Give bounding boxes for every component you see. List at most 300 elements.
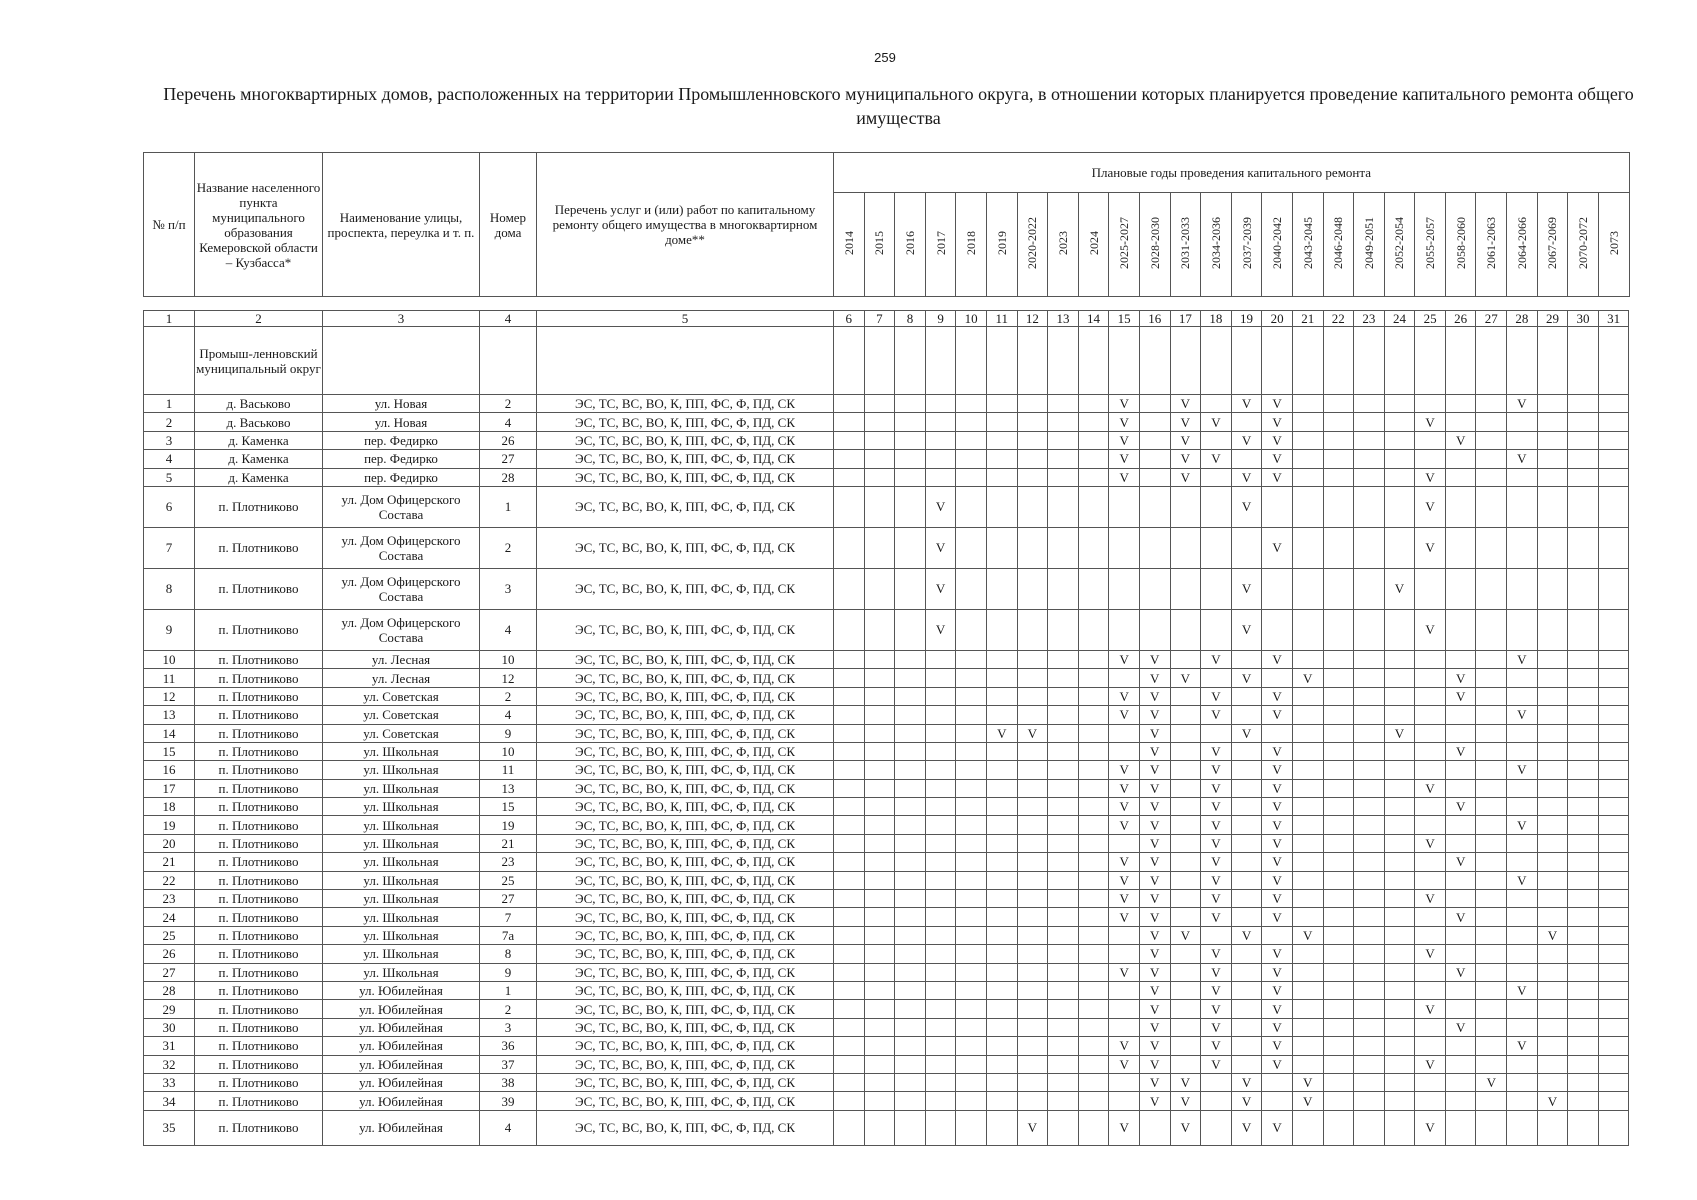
- settlement-name: п. Плотниково: [195, 687, 323, 705]
- year-cell: [864, 834, 895, 852]
- settlement-name: п. Плотниково: [195, 816, 323, 834]
- year-cell: [1568, 890, 1599, 908]
- year-cell: [1292, 468, 1323, 486]
- year-cell: [1568, 926, 1599, 944]
- year-cell: [1109, 609, 1140, 650]
- settlement-name: п. Плотниково: [195, 669, 323, 687]
- column-number: 4: [480, 311, 537, 327]
- repair-mark: V: [1139, 1073, 1170, 1091]
- year-cell: [834, 395, 865, 413]
- repair-mark: V: [1201, 450, 1232, 468]
- year-cell: [1354, 687, 1385, 705]
- year-cell: [864, 1092, 895, 1110]
- settlement-name: п. Плотниково: [195, 761, 323, 779]
- year-cell: [1292, 724, 1323, 742]
- year-cell: [1568, 761, 1599, 779]
- header-year: 2017: [925, 193, 956, 297]
- repair-mark: V: [1231, 468, 1262, 486]
- row-number: 6: [144, 486, 195, 527]
- year-cell: [1048, 450, 1079, 468]
- year-cell: [986, 669, 1017, 687]
- year-cell: [1598, 706, 1629, 724]
- table-row: [144, 816, 1629, 834]
- repair-mark: V: [1262, 413, 1293, 431]
- year-cell: [834, 926, 865, 944]
- empty-cell: [1323, 327, 1354, 395]
- year-cell: [864, 450, 895, 468]
- empty-cell: [1292, 327, 1323, 395]
- year-cell: [1537, 395, 1568, 413]
- repair-mark: V: [1109, 798, 1140, 816]
- repair-mark: V: [1231, 1092, 1262, 1110]
- repair-mark: V: [1262, 395, 1293, 413]
- year-cell: [1078, 395, 1109, 413]
- street-name: ул. Лесная: [323, 650, 480, 668]
- year-cell: [864, 981, 895, 999]
- settlement-name: п. Плотниково: [195, 568, 323, 609]
- year-cell: [1476, 871, 1507, 889]
- year-cell: [1017, 816, 1048, 834]
- year-cell: [834, 1092, 865, 1110]
- year-cell: [1262, 568, 1293, 609]
- column-number: 1: [144, 311, 195, 327]
- year-cell: [1507, 609, 1538, 650]
- year-cell: [1476, 395, 1507, 413]
- year-cell: [1476, 1110, 1507, 1145]
- row-number: 1: [144, 395, 195, 413]
- year-cell: [1537, 706, 1568, 724]
- repair-mark: V: [1170, 1110, 1201, 1145]
- empty-cell: [1445, 327, 1476, 395]
- year-cell: [1017, 890, 1048, 908]
- header-year: 2067-2069: [1537, 193, 1568, 297]
- year-cell: [1507, 1073, 1538, 1091]
- year-cell: [1292, 650, 1323, 668]
- year-cell: [895, 1018, 926, 1036]
- year-cell: [1384, 609, 1415, 650]
- column-number: 30: [1568, 311, 1599, 327]
- settlement-name: п. Плотниково: [195, 486, 323, 527]
- year-cell: [1109, 981, 1140, 999]
- year-cell: [1445, 761, 1476, 779]
- services-list: ЭС, ТС, ВС, ВО, К, ПП, ФС, Ф, ПД, СК: [537, 926, 834, 944]
- year-cell: [956, 1000, 987, 1018]
- repair-mark: V: [1109, 431, 1140, 449]
- year-cell: [1292, 450, 1323, 468]
- year-cell: [1231, 706, 1262, 724]
- year-cell: [1078, 450, 1109, 468]
- year-cell: [956, 450, 987, 468]
- year-cell: [1262, 1092, 1293, 1110]
- year-cell: [956, 1092, 987, 1110]
- year-cell: [1354, 1018, 1385, 1036]
- year-cell: [925, 724, 956, 742]
- repair-mark: V: [1139, 1092, 1170, 1110]
- services-list: ЭС, ТС, ВС, ВО, К, ПП, ФС, Ф, ПД, СК: [537, 395, 834, 413]
- year-cell: [1568, 798, 1599, 816]
- year-cell: [1537, 798, 1568, 816]
- year-cell: [956, 761, 987, 779]
- year-cell: [1354, 779, 1385, 797]
- column-number: 16: [1139, 311, 1170, 327]
- year-cell: [864, 890, 895, 908]
- table-row: [144, 486, 1629, 527]
- year-cell: [864, 468, 895, 486]
- year-cell: [1568, 742, 1599, 760]
- street-name: ул. Юбилейная: [323, 1073, 480, 1091]
- services-list: ЭС, ТС, ВС, ВО, К, ПП, ФС, Ф, ПД, СК: [537, 761, 834, 779]
- year-cell: [1598, 609, 1629, 650]
- year-cell: [925, 853, 956, 871]
- year-cell: [1139, 609, 1170, 650]
- year-cell: [1109, 834, 1140, 852]
- year-cell: [1507, 945, 1538, 963]
- repair-mark: V: [1262, 908, 1293, 926]
- year-cell: [864, 669, 895, 687]
- repair-mark: V: [1201, 779, 1232, 797]
- year-cell: [1017, 779, 1048, 797]
- year-cell: [986, 1073, 1017, 1091]
- year-cell: [1445, 650, 1476, 668]
- year-cell: [864, 908, 895, 926]
- table-row: [144, 945, 1629, 963]
- empty-cell: [1262, 327, 1293, 395]
- year-cell: [895, 1092, 926, 1110]
- header-year: 2031-2033: [1170, 193, 1201, 297]
- year-cell: [1384, 413, 1415, 431]
- year-cell: [1415, 395, 1446, 413]
- repair-mark: V: [1231, 1073, 1262, 1091]
- settlement-name: д. Каменка: [195, 468, 323, 486]
- table-row: [144, 834, 1629, 852]
- year-cell: [1537, 816, 1568, 834]
- year-cell: [1445, 527, 1476, 568]
- year-cell: [1537, 527, 1568, 568]
- services-list: ЭС, ТС, ВС, ВО, К, ПП, ФС, Ф, ПД, СК: [537, 431, 834, 449]
- year-cell: [1139, 486, 1170, 527]
- year-cell: [834, 468, 865, 486]
- year-cell: [1476, 834, 1507, 852]
- services-list: ЭС, ТС, ВС, ВО, К, ПП, ФС, Ф, ПД, СК: [537, 1037, 834, 1055]
- year-cell: [1476, 1055, 1507, 1073]
- year-cell: [1598, 568, 1629, 609]
- year-cell: [1354, 1000, 1385, 1018]
- street-name: пер. Федирко: [323, 431, 480, 449]
- table-row: [144, 1000, 1629, 1018]
- year-cell: [1292, 871, 1323, 889]
- header-year: 2049-2051: [1354, 193, 1385, 297]
- repair-mark: V: [1445, 908, 1476, 926]
- repair-mark: V: [1201, 871, 1232, 889]
- repair-mark: V: [1231, 486, 1262, 527]
- year-cell: [1231, 761, 1262, 779]
- year-cell: [956, 1055, 987, 1073]
- street-name: ул. Юбилейная: [323, 1092, 480, 1110]
- year-cell: [1476, 468, 1507, 486]
- year-cell: [1354, 890, 1385, 908]
- year-cell: [834, 431, 865, 449]
- year-cell: [834, 1037, 865, 1055]
- repair-mark: V: [1139, 908, 1170, 926]
- year-cell: [1017, 413, 1048, 431]
- table-row: [144, 1092, 1629, 1110]
- year-cell: [1568, 963, 1599, 981]
- year-cell: [925, 963, 956, 981]
- year-cell: [1201, 395, 1232, 413]
- year-cell: [1354, 1073, 1385, 1091]
- year-cell: [1048, 669, 1079, 687]
- services-list: ЭС, ТС, ВС, ВО, К, ПП, ФС, Ф, ПД, СК: [537, 908, 834, 926]
- year-cell: [1384, 926, 1415, 944]
- year-cell: [1568, 981, 1599, 999]
- repair-mark: V: [1201, 1018, 1232, 1036]
- repair-mark: V: [1262, 1000, 1293, 1018]
- year-cell: [1354, 450, 1385, 468]
- year-cell: [1415, 724, 1446, 742]
- table-row: [144, 1037, 1629, 1055]
- year-cell: [1017, 650, 1048, 668]
- year-cell: [1415, 1092, 1446, 1110]
- repair-mark: V: [1415, 945, 1446, 963]
- year-cell: [1445, 1073, 1476, 1091]
- year-cell: [1568, 706, 1599, 724]
- year-cell: [1537, 945, 1568, 963]
- year-cell: [864, 1055, 895, 1073]
- repair-mark: V: [1109, 963, 1140, 981]
- year-cell: [925, 816, 956, 834]
- year-cell: [1598, 963, 1629, 981]
- year-cell: [1568, 1092, 1599, 1110]
- year-cell: [1017, 669, 1048, 687]
- empty-cell: [1354, 327, 1385, 395]
- year-cell: [1262, 724, 1293, 742]
- year-cell: [1507, 890, 1538, 908]
- year-cell: [1537, 486, 1568, 527]
- year-cell: [895, 724, 926, 742]
- empty-cell: [834, 327, 865, 395]
- empty-cell: [1201, 327, 1232, 395]
- year-cell: [925, 890, 956, 908]
- house-number: 27: [480, 890, 537, 908]
- year-cell: [864, 761, 895, 779]
- repair-mark: V: [1109, 853, 1140, 871]
- year-cell: [1384, 650, 1415, 668]
- year-cell: [834, 1000, 865, 1018]
- row-number: 8: [144, 568, 195, 609]
- year-cell: [1170, 945, 1201, 963]
- repair-mark: V: [1139, 963, 1170, 981]
- table-row: [144, 798, 1629, 816]
- street-name: ул. Советская: [323, 687, 480, 705]
- year-cell: [1017, 450, 1048, 468]
- repair-mark: V: [1201, 742, 1232, 760]
- year-cell: [864, 1037, 895, 1055]
- settlement-name: п. Плотниково: [195, 834, 323, 852]
- empty-cell: [1537, 327, 1568, 395]
- year-cell: [1231, 687, 1262, 705]
- year-cell: [1170, 706, 1201, 724]
- settlement-name: п. Плотниково: [195, 779, 323, 797]
- street-name: ул. Школьная: [323, 761, 480, 779]
- services-list: ЭС, ТС, ВС, ВО, К, ПП, ФС, Ф, ПД, СК: [537, 871, 834, 889]
- repair-mark: V: [1262, 450, 1293, 468]
- year-cell: [925, 431, 956, 449]
- year-cell: [1139, 431, 1170, 449]
- year-cell: [864, 650, 895, 668]
- row-number: 17: [144, 779, 195, 797]
- year-cell: [1507, 1110, 1538, 1145]
- year-cell: [1231, 779, 1262, 797]
- year-cell: [864, 926, 895, 944]
- services-list: ЭС, ТС, ВС, ВО, К, ПП, ФС, Ф, ПД, СК: [537, 945, 834, 963]
- row-number: 15: [144, 742, 195, 760]
- repair-mark: V: [1262, 853, 1293, 871]
- year-cell: [956, 853, 987, 871]
- header-year: 2028-2030: [1139, 193, 1170, 297]
- repair-mark: V: [1109, 816, 1140, 834]
- street-name: ул. Новая: [323, 413, 480, 431]
- year-cell: [1354, 871, 1385, 889]
- empty-cell: [1598, 327, 1629, 395]
- district-num-cell: [144, 327, 195, 395]
- repair-mark: V: [1231, 1110, 1262, 1145]
- year-cell: [1537, 431, 1568, 449]
- empty-cell: [1507, 327, 1538, 395]
- year-cell: [956, 527, 987, 568]
- repair-mark: V: [1139, 816, 1170, 834]
- year-cell: [1078, 568, 1109, 609]
- year-cell: [1384, 687, 1415, 705]
- year-cell: [1078, 1037, 1109, 1055]
- house-number: 13: [480, 779, 537, 797]
- year-cell: [834, 687, 865, 705]
- year-cell: [1170, 981, 1201, 999]
- year-cell: [1017, 1092, 1048, 1110]
- street-name: ул. Советская: [323, 706, 480, 724]
- year-cell: [1170, 1000, 1201, 1018]
- repair-mark: V: [1262, 527, 1293, 568]
- year-cell: [1323, 816, 1354, 834]
- year-cell: [895, 742, 926, 760]
- repair-mark: V: [1139, 687, 1170, 705]
- year-cell: [956, 779, 987, 797]
- year-cell: [1598, 527, 1629, 568]
- empty-cell: [1476, 327, 1507, 395]
- year-cell: [1415, 669, 1446, 687]
- year-cell: [834, 609, 865, 650]
- year-cell: [1598, 468, 1629, 486]
- house-number: 27: [480, 450, 537, 468]
- year-cell: [1476, 724, 1507, 742]
- year-cell: [1017, 945, 1048, 963]
- repair-mark: V: [1201, 945, 1232, 963]
- year-cell: [956, 468, 987, 486]
- services-list: ЭС, ТС, ВС, ВО, К, ПП, ФС, Ф, ПД, СК: [537, 853, 834, 871]
- year-cell: [1292, 1018, 1323, 1036]
- year-cell: [1170, 963, 1201, 981]
- house-number: 26: [480, 431, 537, 449]
- column-number: 2: [195, 311, 323, 327]
- year-cell: [986, 926, 1017, 944]
- table-row: [144, 527, 1629, 568]
- row-number: 12: [144, 687, 195, 705]
- year-cell: [1537, 981, 1568, 999]
- house-number: 7а: [480, 926, 537, 944]
- year-cell: [1415, 687, 1446, 705]
- year-cell: [1384, 486, 1415, 527]
- year-cell: [1048, 1055, 1079, 1073]
- year-cell: [1078, 468, 1109, 486]
- year-cell: [834, 486, 865, 527]
- year-cell: [925, 981, 956, 999]
- year-cell: [1445, 724, 1476, 742]
- year-cell: [1568, 609, 1599, 650]
- year-cell: [1017, 963, 1048, 981]
- year-cell: [1078, 981, 1109, 999]
- year-cell: [1017, 853, 1048, 871]
- repair-mark: V: [1292, 1073, 1323, 1091]
- repair-mark: V: [1139, 1037, 1170, 1055]
- year-cell: [1476, 890, 1507, 908]
- year-cell: [1078, 890, 1109, 908]
- column-numbers-row: [144, 311, 1629, 327]
- year-cell: [864, 1000, 895, 1018]
- year-cell: [1078, 1073, 1109, 1091]
- year-cell: [1598, 761, 1629, 779]
- settlement-name: п. Плотниково: [195, 981, 323, 999]
- year-cell: [834, 1018, 865, 1036]
- year-cell: [864, 779, 895, 797]
- street-name: ул. Школьная: [323, 853, 480, 871]
- row-number: 20: [144, 834, 195, 852]
- column-number: 27: [1476, 311, 1507, 327]
- house-number: 4: [480, 706, 537, 724]
- repair-mark: V: [1109, 450, 1140, 468]
- year-cell: [895, 650, 926, 668]
- year-cell: [1476, 413, 1507, 431]
- year-cell: [1323, 1000, 1354, 1018]
- year-cell: [1445, 706, 1476, 724]
- services-list: ЭС, ТС, ВС, ВО, К, ПП, ФС, Ф, ПД, СК: [537, 609, 834, 650]
- settlement-name: п. Плотниково: [195, 945, 323, 963]
- year-cell: [864, 724, 895, 742]
- header-services: Перечень услуг и (или) работ по капитальному ремонту общего имущества в многоквартирном доме**: [537, 153, 834, 297]
- services-list: ЭС, ТС, ВС, ВО, К, ПП, ФС, Ф, ПД, СК: [537, 1000, 834, 1018]
- year-cell: [1048, 687, 1079, 705]
- year-cell: [1415, 650, 1446, 668]
- repair-mark: V: [1445, 1018, 1476, 1036]
- year-cell: [986, 568, 1017, 609]
- year-cell: [864, 413, 895, 431]
- year-cell: [1078, 1000, 1109, 1018]
- year-cell: [1139, 468, 1170, 486]
- settlement-name: д. Каменка: [195, 450, 323, 468]
- repair-mark: V: [1170, 1092, 1201, 1110]
- table-row: [144, 395, 1629, 413]
- year-cell: [925, 1055, 956, 1073]
- repair-mark: V: [1231, 724, 1262, 742]
- year-cell: [1323, 486, 1354, 527]
- year-cell: [834, 706, 865, 724]
- year-cell: [1292, 395, 1323, 413]
- year-cell: [895, 609, 926, 650]
- year-cell: [1017, 834, 1048, 852]
- year-cell: [834, 450, 865, 468]
- repair-mark: V: [1109, 413, 1140, 431]
- district-row: [144, 327, 1629, 395]
- column-number: 19: [1231, 311, 1262, 327]
- year-cell: [1078, 687, 1109, 705]
